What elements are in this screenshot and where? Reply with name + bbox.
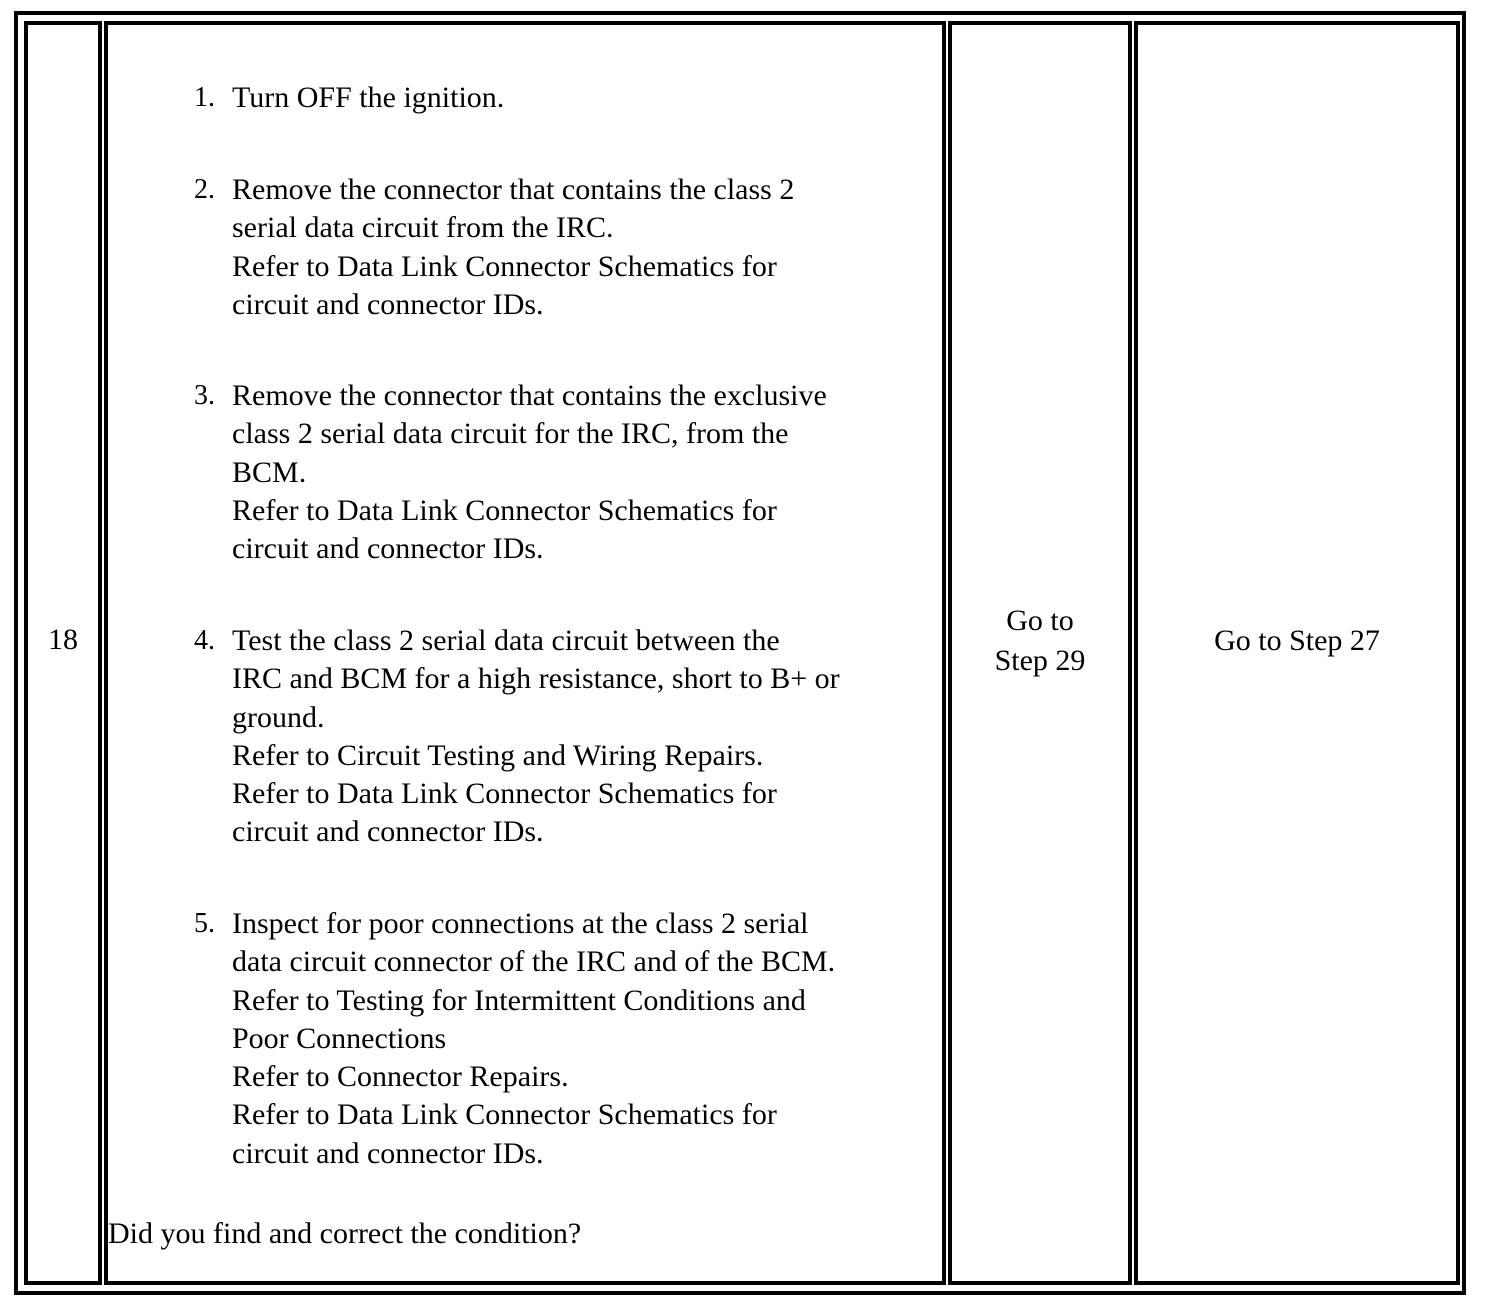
diagnostic-table <box>14 11 1466 1295</box>
step-line: circuit and connector IDs. <box>232 1136 544 1170</box>
step-line: Refer to Data Link Connector Schematics for <box>232 777 777 811</box>
no-result-text: Go to Step 27 <box>1214 624 1380 657</box>
step-line: circuit and connector IDs. <box>232 815 544 849</box>
action-step-5 <box>194 905 924 1173</box>
yes-result-line-2: Step 29 <box>994 644 1086 677</box>
step-line: Turn OFF the ignition. <box>232 81 505 114</box>
no-result-cell <box>1134 21 1460 1285</box>
step-line: Refer to Testing for Intermittent Conditions and <box>232 983 806 1017</box>
step-line: circuit and connector IDs. <box>232 287 544 321</box>
step-line: BCM. <box>232 455 307 489</box>
step-line: Refer to Connector Repairs. <box>232 1060 569 1094</box>
step-line: Remove the connector that contains the exclusive <box>232 379 827 412</box>
action-step-4 <box>194 622 924 852</box>
step-line: Inspect for poor connections at the class 2 serial <box>232 907 809 940</box>
step-cell <box>24 21 102 1285</box>
action-step-3 <box>194 377 924 568</box>
step-line: Refer to Data Link Connector Schematics for <box>232 1098 777 1132</box>
step-num: 5. <box>194 908 215 939</box>
yes-result-cell <box>948 21 1132 1285</box>
step-number: 18 <box>48 623 78 656</box>
action-cell <box>104 21 946 1285</box>
step-num: 3. <box>194 380 215 411</box>
step-line: circuit and connector IDs. <box>232 532 544 566</box>
step-line: IRC and BCM for a high resistance, short to B+ or <box>232 662 840 696</box>
step-line: ground. <box>232 700 325 734</box>
step-num: 1. <box>194 82 215 113</box>
step-line: Refer to Data Link Connector Schematics for <box>232 249 777 283</box>
step-line: Remove the connector that contains the class 2 <box>232 173 795 206</box>
step-line: Refer to Circuit Testing and Wiring Repairs. <box>232 738 764 772</box>
step-line: data circuit connector of the IRC and of the BCM. <box>232 945 836 979</box>
question-text: Did you find and correct the condition? <box>108 1217 582 1250</box>
action-step-1 <box>194 79 924 117</box>
action-step-2 <box>194 171 924 324</box>
yes-result-text <box>952 601 1128 681</box>
step-line: class 2 serial data circuit for the IRC, from the <box>232 417 789 451</box>
step-num: 4. <box>194 625 215 656</box>
step-line: Poor Connections <box>232 1021 447 1055</box>
step-line: Refer to Data Link Connector Schematics for <box>232 493 777 527</box>
step-line: serial data circuit from the IRC. <box>232 211 614 245</box>
step-num: 2. <box>194 174 215 205</box>
yes-result-line-1: Go to <box>1006 604 1074 637</box>
step-line: Test the class 2 serial data circuit between the <box>232 624 780 657</box>
